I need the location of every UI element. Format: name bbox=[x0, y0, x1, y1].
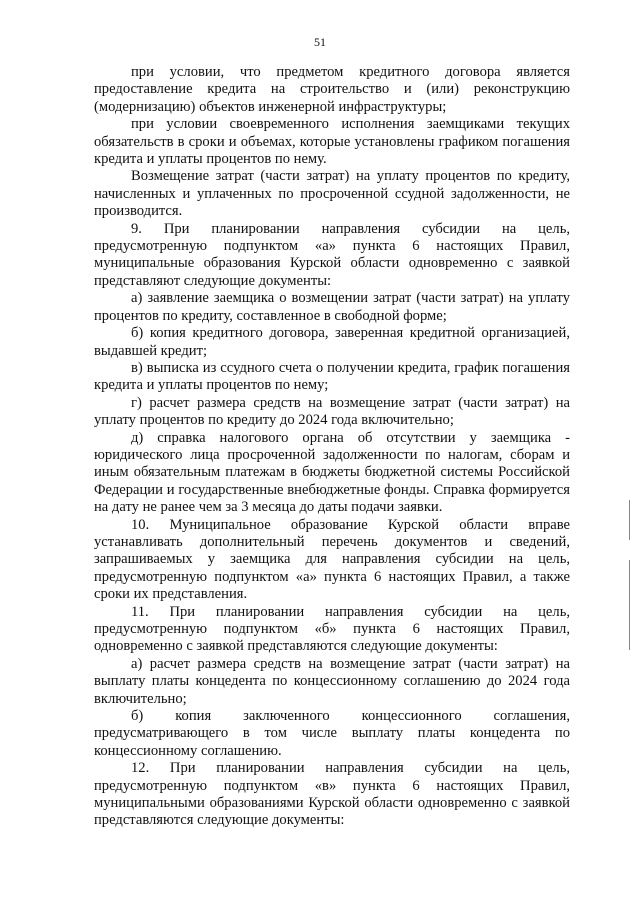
paragraph: а) расчет размера средств на возмещение затрат (части затрат) на выплату платы концедента по концессионному соглашению до 2024 года включительно; bbox=[94, 655, 570, 707]
paragraph: 9. При планировании направления субсидии на цель, предусмотренную подпунктом «а» пункта 6 настоящих Правил, муниципальные образования Курской области одновременно с заявкой представляют следующие документы: bbox=[94, 220, 570, 289]
paragraph: 12. При планировании направления субсидии на цель, предусмотренную подпунктом «в» пункта 6 настоящих Правил, муниципальными образованиями Курской области одновременно с заявкой представляются следующие документы: bbox=[94, 760, 570, 829]
paragraph: при условии своевременного исполнения заемщиками текущих обязательств в сроки и объемах, которые установлены графиком погашения кредита и уплаты процентов по нему. bbox=[94, 116, 570, 168]
paragraph: Возмещение затрат (части затрат) на уплату процентов по кредиту, начисленных и уплаченных по просроченной ссудной задолженности, не производится. bbox=[94, 168, 570, 220]
paragraph: г) расчет размера средств на возмещение затрат (части затрат) на уплату процентов по кредиту до 2024 года включительно; bbox=[94, 394, 570, 429]
scan-edge-mark bbox=[629, 560, 630, 650]
paragraph: при условии, что предметом кредитного договора является предоставление кредита на строительство и (или) реконструкцию (модернизацию) объектов инженерной инфраструктуры; bbox=[94, 64, 570, 115]
paragraph: б) копия кредитного договора, заверенная кредитной организацией, выдавшей кредит; bbox=[94, 325, 570, 359]
paragraph: в) выписка из ссудного счета о получении кредита, график погашения кредита и уплаты процентов по нему; bbox=[94, 359, 570, 394]
paragraph: б) копия заключенного концессионного соглашения, предусматривающего в том числе выплату платы концедента по концессионному соглашению. bbox=[94, 708, 570, 759]
paragraph: 10. Муниципальное образование Курской области вправе устанавливать дополнительный перечень документов и сведений, запрашиваемых у заемщика для направления субсидии на цель, предусмотренную подпунктом «а» пункта 6 настоящих Правил, а также сроки их представления. bbox=[94, 516, 570, 603]
page-number: 51 bbox=[314, 35, 326, 49]
paragraph: 11. При планировании направления субсидии на цель, предусмотренную подпунктом «б» пункта 6 настоящих Правил, одновременно с заявкой представляются следующие документы: bbox=[94, 603, 570, 655]
scan-edge-mark bbox=[629, 500, 630, 540]
paragraph: д) справка налогового органа об отсутствии у заемщика - юридического лица просроченной задолженности по налогам, сборам и иным обязательным платежам в бюджеты бюджетной системы Российской Федерации и государственные внебюджетные фонды. Справка формируется на дату не ранее чем за 3 месяца до даты подачи заявки. bbox=[94, 429, 570, 516]
paragraph: а) заявление заемщика о возмещении затрат (части затрат) на уплату процентов по кредиту, составленное в свободной форме; bbox=[94, 290, 570, 324]
document-body bbox=[94, 64, 570, 830]
